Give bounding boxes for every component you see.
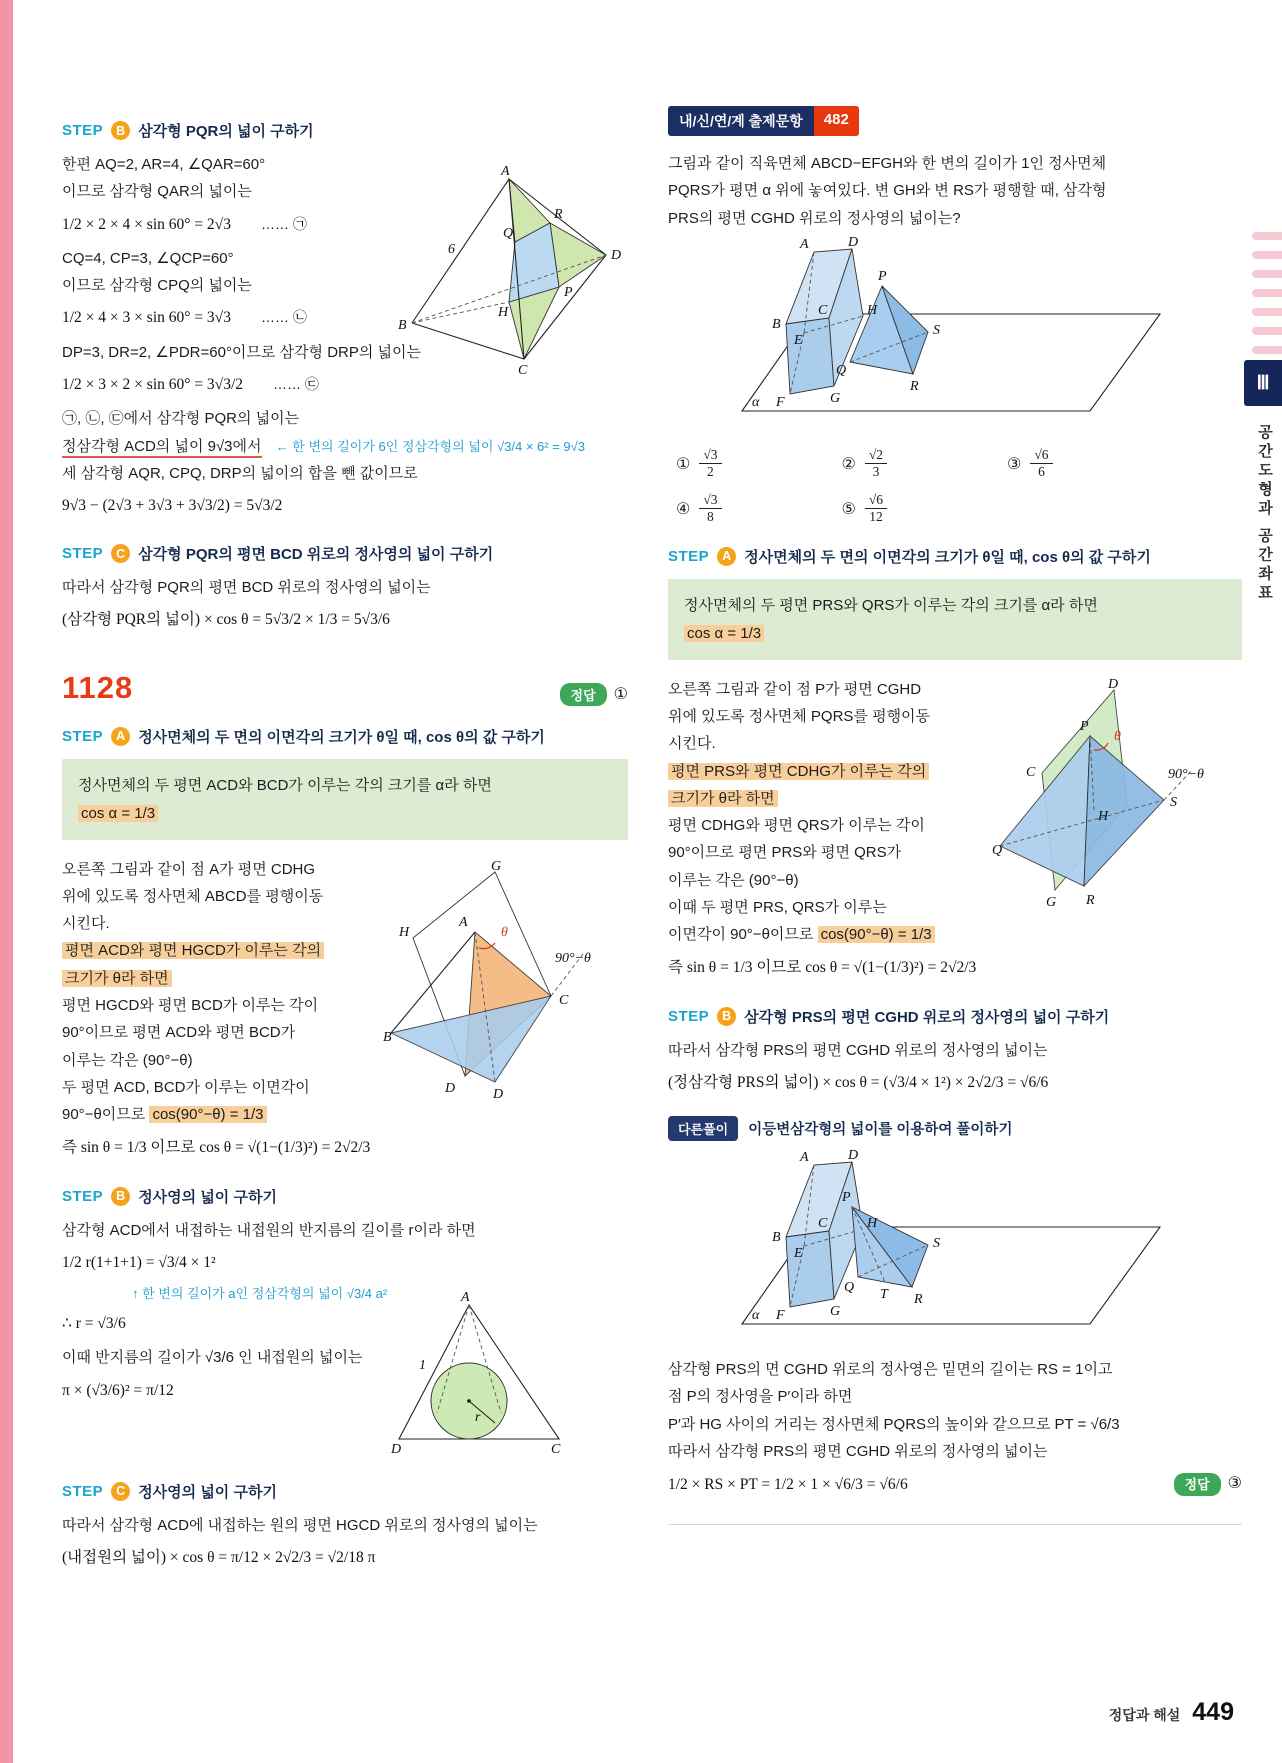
text-line: 90°이므로 평면 ACD와 평면 BCD가	[62, 1024, 296, 1042]
side-length-label: 1	[419, 1357, 426, 1373]
diagram-tetrahedron-pqr	[396, 163, 628, 383]
problem-line: PQRS가 평면 α 위에 놓여있다. 변 GH와 변 RS가 평행할 때, 삼각형	[668, 182, 1107, 200]
vertex-label-g: G	[830, 390, 841, 406]
choice-1	[676, 447, 722, 480]
right-column	[668, 106, 1242, 1525]
highlighted-formula: cos(90°−θ) = 1/3	[149, 1106, 266, 1123]
vertex-label-f: F	[776, 394, 785, 410]
diagram-cuboid-and-tetrahedron	[730, 236, 1180, 433]
vertex-label-e: E	[794, 1246, 803, 1262]
text-part: 이면각이 90°−θ이므로	[668, 926, 818, 944]
edge-index-mark	[1252, 270, 1282, 278]
left-column	[62, 100, 628, 1578]
page-number: 449	[1192, 1698, 1234, 1726]
page-edge-bar	[0, 0, 13, 1763]
text-line: 오른쪽 그림과 같이 점 A가 평면 CDHG	[62, 860, 316, 878]
vertex-label-r: R	[910, 378, 919, 394]
text-line: 따라서 삼각형 PRS의 평면 CGHD 위로의 정사영의 넓이는	[668, 1443, 1048, 1461]
fraction-denominator: 8	[707, 509, 714, 525]
step-heading-c2	[62, 1481, 628, 1502]
answer-badge: 정답	[560, 683, 607, 706]
step-badge-icon: B	[111, 1187, 130, 1206]
fraction-denominator: 3	[872, 464, 880, 480]
diagram-tetra-on-plane-abcd	[383, 858, 628, 1108]
vertex-label-b: B	[383, 1029, 392, 1045]
text-line: 점 P의 정사영을 P′이라 하면	[668, 1388, 853, 1406]
highlighted-text: 크기가 θ라 하면	[62, 970, 172, 987]
fraction-numerator: √2	[865, 447, 887, 464]
exam-number: 482	[814, 106, 859, 136]
text-line: 삼각형 ACD에서 내접하는 내접원의 반지름의 길이를 r이라 하면	[62, 1221, 476, 1239]
vertex-label-c: C	[551, 1441, 561, 1457]
formula-tag: …… ㉢	[273, 375, 319, 392]
vertex-label-d: D	[611, 248, 622, 263]
text-line: 삼각형 PRS의 면 CGHD 위로의 정사영은 밑면의 길이는 RS = 1이고	[668, 1361, 1113, 1379]
margin-annotation: ↑ 한 변의 길이가 a인 정삼각형의 넓이 √3/4 a²	[132, 1286, 388, 1302]
step-word: STEP	[62, 545, 104, 562]
section-divider	[668, 1524, 1242, 1525]
step-title: 삼각형 PQR의 평면 BCD 위로의 정사영의 넓이 구하기	[138, 546, 494, 563]
edge-length-label: 6	[448, 242, 455, 257]
shaded-faces	[509, 179, 606, 359]
text-line: 위에 있도록 정사면체 ABCD를 평행이동	[62, 887, 324, 905]
theta-label: θ	[1114, 728, 1121, 744]
formula-text: 1/2 × 2 × 4 × sin 60° = 2√3	[62, 215, 231, 233]
footer-label: 정답과 해설	[1108, 1707, 1181, 1723]
vertex-label-p: P	[1080, 718, 1089, 734]
vertex-label-d: D	[848, 235, 859, 250]
text-line: 이므로 삼각형 CPQ의 넓이는	[62, 277, 252, 295]
answer-indicator	[560, 683, 628, 706]
vertex-label-c: C	[559, 992, 569, 1008]
choice-row	[676, 447, 1242, 480]
cuboid	[786, 249, 863, 394]
text-line: 이때 반지름의 길이가 √3/6 인 내접원의 넓이는	[62, 1349, 363, 1367]
text-line: 90°이므로 평면 PRS와 평면 QRS가	[668, 844, 902, 862]
formula-text: 1/2 × 3 × 2 × sin 60° = 3√3/2	[62, 375, 243, 393]
formula: 1/2 r(1+1+1) = √3/4 × 1²	[62, 1253, 216, 1271]
underlined-key-text: 정삼각형 ACD의 넓이 9√3에서	[62, 438, 262, 458]
step-word: STEP	[668, 547, 710, 565]
choice-mark: ⑤	[841, 500, 856, 518]
text-line: 위에 있도록 정사면체 PQRS를 평행이동	[668, 707, 931, 725]
vertex-label-g: G	[491, 858, 502, 874]
fraction-denominator: 12	[869, 509, 883, 525]
vertex-label-s: S	[933, 1236, 940, 1252]
formula-text: 1/2 × RS × PT = 1/2 × 1 × √6/3 = √6/6	[668, 1475, 908, 1493]
highlighted-text: 크기가 θ라 하면	[668, 790, 778, 807]
angle-label: 90°−θ	[555, 950, 591, 966]
vertex-label-q: Q	[992, 842, 1003, 858]
step-badge-icon: A	[111, 727, 130, 746]
vertex-label-a: A	[800, 1150, 809, 1166]
edge-index-mark	[1252, 232, 1282, 240]
vertex-label-b: B	[772, 1230, 781, 1246]
vertex-label-p: P	[878, 268, 887, 284]
vertex-label-r: R	[914, 1292, 923, 1308]
fraction-numerator: √6	[1030, 447, 1052, 464]
answer-choices	[676, 447, 1242, 526]
edge-index-mark	[1252, 346, 1282, 354]
page-footer	[1109, 1698, 1234, 1727]
step-word: STEP	[62, 122, 104, 139]
point-label-q: Q	[503, 226, 514, 241]
mixed-line	[668, 921, 1242, 948]
vertex-label-h: H	[867, 1216, 878, 1232]
answer-choice: ③	[1227, 1475, 1242, 1493]
vertex-label-p: P	[842, 1190, 851, 1206]
step-badge-icon: B	[111, 121, 130, 140]
diagram-cuboid-tetra-projection	[730, 1149, 1180, 1346]
step-heading-c1	[62, 543, 628, 564]
tetrahedron	[850, 286, 928, 374]
text-line: 세 삼각형 AQR, CPQ, DRP의 넓이의 합을 뺀 값이므로	[62, 464, 418, 482]
text-line: ㉠, ㉡, ㉢에서 삼각형 PQR의 넓이는	[62, 410, 300, 428]
vertex-label-d1: D	[445, 1080, 456, 1096]
step-word: STEP	[62, 1482, 104, 1500]
section-incircle	[62, 1217, 628, 1461]
problem-line: 그림과 같이 직육면체 ABCD−EFGH와 한 변의 길이가 1인 정사면체	[668, 155, 1107, 172]
problem-number: 1128	[62, 669, 134, 705]
theta-label: θ	[501, 924, 508, 940]
linked-exam-header	[668, 106, 859, 136]
vertex-label-h: H	[399, 924, 410, 940]
text-line: P′과 HG 사이의 거리는 정사면체 PQRS의 높이와 같으므로 PT = √6/3	[668, 1415, 1120, 1433]
plane-label-alpha: α	[752, 394, 760, 410]
diagram-triangle-incircle	[391, 1289, 576, 1462]
point-label-r: R	[554, 207, 563, 222]
fraction-numerator: √3	[699, 492, 721, 509]
formula-tag: …… ㉠	[260, 215, 307, 232]
text-line: 시킨다.	[62, 915, 110, 933]
formula: ∴ r = √3/6	[62, 1315, 126, 1333]
vertex-label-q: Q	[844, 1280, 855, 1296]
step-title: 정사면체의 두 면의 이면각의 크기가 θ일 때, cos θ의 값 구하기	[744, 548, 1151, 566]
section-dihedral-angle-right	[668, 676, 1242, 986]
vertex-label-s: S	[1170, 794, 1177, 810]
exam-label: 내/신/연/계 출제문항	[668, 106, 814, 136]
point-label-t: T	[880, 1287, 888, 1303]
choice-2	[842, 447, 888, 480]
vertex-label-d2: D	[493, 1086, 504, 1102]
text-line: 두 평면 ACD, BCD가 이루는 이면각이	[62, 1078, 310, 1096]
vertex-label-s: S	[933, 322, 940, 338]
vertex-label-a: A	[459, 914, 468, 930]
text-line: 시킨다.	[668, 735, 716, 753]
highlighted-formula: cos(90°−θ) = 1/3	[818, 926, 935, 943]
formula-tag: …… ㉡	[260, 309, 307, 326]
step-title: 정사면체의 두 면의 이면각의 크기가 θ일 때, cos θ의 값 구하기	[138, 728, 545, 746]
choice-3	[1007, 447, 1053, 480]
alt-solution-title: 이등변삼각형의 넓이를 이용하여 풀이하기	[748, 1122, 1013, 1139]
vertex-label-b: B	[398, 318, 407, 333]
fraction-numerator: √6	[865, 492, 887, 509]
step-badge-icon: C	[111, 544, 130, 563]
edge-index-mark	[1252, 327, 1282, 335]
fraction-denominator: 2	[707, 464, 714, 480]
highlighted-text: 평면 ACD와 평면 HGCD가 이루는 각의	[62, 942, 324, 959]
fraction-denominator: 6	[1038, 464, 1045, 480]
text-line: 이므로 삼각형 QAR의 넓이는	[62, 183, 252, 201]
choice-mark: ②	[841, 455, 856, 473]
radius-label: r	[475, 1409, 481, 1425]
vertex-label-e: E	[794, 332, 803, 348]
key-concept-box	[62, 759, 628, 840]
vertex-label-f: F	[776, 1308, 785, 1324]
point-label-h: H	[498, 305, 509, 320]
text-part: 90°−θ이므로	[62, 1106, 150, 1124]
key-concept-box	[668, 579, 1242, 660]
step-heading-a-right	[668, 546, 1242, 567]
vertex-label-d: D	[848, 1149, 859, 1164]
text-line: 한편 AQ=2, AR=4, ∠QAR=60°	[62, 156, 266, 173]
choice-mark: ①	[676, 455, 691, 473]
step-badge-icon: A	[717, 547, 736, 566]
vertex-label-c: C	[818, 1216, 828, 1232]
tetrahedron	[852, 1207, 928, 1287]
concept-result	[78, 800, 612, 829]
text-line: 이루는 각은 (90°−θ)	[668, 871, 799, 889]
diagram-tetra-on-plane-pqrs	[992, 678, 1242, 918]
fraction-numerator: √3	[699, 447, 721, 464]
choice-mark: ③	[1007, 455, 1022, 473]
vertex-label-a: A	[501, 164, 510, 179]
concept-line: 정사면체의 두 평면 ACD와 BCD가 이루는 각의 크기를 α라 하면	[78, 776, 492, 794]
point-label-h: H	[1098, 808, 1109, 824]
text-line: 이루는 각은 (90°−θ)	[62, 1051, 193, 1069]
formula: 즉 sin θ = 1/3 이므로 cos θ = √(1−(1/3)²) = 2√2/3	[62, 1138, 371, 1156]
step-word: STEP	[62, 727, 104, 745]
key-line	[62, 433, 628, 460]
formula: 9√3 − (2√3 + 3√3 + 3√3/2) = 5√3/2	[62, 497, 283, 515]
text-line: 따라서 삼각형 PRS의 평면 CGHD 위로의 정사영의 넓이는	[668, 1041, 1048, 1059]
step-heading-a2	[62, 726, 628, 747]
vertex-label-c: C	[518, 363, 528, 378]
formula: (삼각형 PQR의 넓이) × cos θ = 5√3/2 × 1/3 = 5√3/6	[62, 611, 390, 629]
margin-annotation: ← 한 변의 길이가 6인 정삼각형의 넓이 √3/4 × 6² = 9√3	[275, 438, 586, 454]
step-heading-b1	[62, 120, 628, 141]
step-heading-b2	[62, 1186, 628, 1207]
step-word: STEP	[668, 1007, 710, 1025]
text-line: 평면 CDHG와 평면 QRS가 이루는 각이	[668, 817, 925, 835]
step-title: 정사영의 넓이 구하기	[138, 1188, 277, 1206]
answer-badge: 정답	[1174, 1473, 1221, 1497]
text-line: DP=3, DR=2, ∠PDR=60°이므로 삼각형 DRP의 넓이는	[62, 343, 422, 361]
vertex-label-a: A	[461, 1289, 470, 1305]
tetrahedron	[1000, 736, 1192, 886]
chapter-number-tab: Ⅲ	[1244, 360, 1282, 406]
vertex-label-a: A	[800, 236, 809, 252]
answer-indicator	[1174, 1472, 1242, 1496]
edge-index-mark	[1252, 308, 1282, 316]
chapter-title-vertical: 공간도형과 공간좌표	[1256, 424, 1273, 604]
formula-text: 1/2 × 4 × 3 × sin 60° = 3√3	[62, 309, 231, 327]
vertex-label-h: H	[867, 302, 878, 318]
formula: (정삼각형 PRS의 넓이) × cos θ = (√3/4 × 1²) × 2√2/3 = √6/6	[668, 1073, 1049, 1091]
formula: π × (√3/6)² = π/12	[62, 1381, 174, 1399]
section-triangle-pqr-area	[62, 151, 628, 523]
text-line: 따라서 삼각형 PQR의 평면 BCD 위로의 정사영의 넓이는	[62, 579, 431, 596]
text-line: 따라서 삼각형 ACD에 내접하는 원의 평면 HGCD 위로의 정사영의 넓이는	[62, 1516, 538, 1534]
final-formula-row	[668, 1472, 1242, 1496]
angle-label: 90°−θ	[1168, 766, 1204, 782]
vertex-label-g: G	[830, 1304, 841, 1320]
choice-row	[676, 492, 1242, 525]
vertex-label-d: D	[1108, 677, 1119, 692]
concept-line: 정사면체의 두 평면 PRS와 QRS가 이루는 각의 크기를 α라 하면	[684, 596, 1098, 614]
text-line: 평면 HGCD와 평면 BCD가 이루는 각이	[62, 997, 319, 1015]
vertex-label-d: D	[391, 1441, 402, 1457]
step-title: 삼각형 PQR의 넓이 구하기	[138, 123, 314, 140]
vertex-label-c: C	[1026, 764, 1036, 780]
choice-mark: ④	[676, 500, 691, 518]
formula: 즉 sin θ = 1/3 이므로 cos θ = √(1−(1/3)²) = 2√2/3	[668, 958, 977, 976]
choice-5	[842, 492, 888, 525]
formula: (내접원의 넓이) × cos θ = π/12 × 2√2/3 = √2/18 π	[62, 1548, 376, 1566]
alternative-solution-header	[668, 1116, 1242, 1141]
point-label-p: P	[564, 285, 573, 300]
vertex-label-g: G	[1046, 894, 1057, 910]
text-line: 이때 두 평면 PRS, QRS가 이루는	[668, 899, 887, 917]
step-badge-icon: B	[717, 1007, 736, 1026]
vertex-label-r: R	[1086, 892, 1095, 908]
choice-4	[676, 492, 722, 525]
highlighted-formula: cos α = 1/3	[684, 625, 764, 642]
edge-index-mark	[1252, 289, 1282, 297]
vertex-label-q: Q	[836, 362, 847, 378]
concept-result	[684, 620, 1226, 649]
step-heading-b-right	[668, 1006, 1242, 1027]
plane-label-alpha: α	[752, 1308, 760, 1324]
problem-number-row	[62, 670, 628, 706]
highlighted-formula: cos α = 1/3	[78, 805, 158, 822]
step-badge-icon: C	[111, 1482, 130, 1501]
alt-solution-badge: 다른풀이	[668, 1116, 738, 1141]
step-title: 정사영의 넓이 구하기	[138, 1483, 277, 1501]
section-dihedral-angle	[62, 856, 628, 1166]
edge-index-mark	[1252, 251, 1282, 259]
vertex-label-c: C	[818, 302, 828, 318]
problem-line: PRS의 평면 CGHD 위로의 정사영의 넓이는?	[668, 209, 961, 227]
highlighted-text: 평면 PRS와 평면 CDHG가 이루는 각의	[668, 763, 929, 780]
vertex-label-b: B	[772, 316, 781, 332]
answer-choice: ①	[613, 686, 628, 704]
text-line: CQ=4, CP=3, ∠QCP=60°	[62, 249, 234, 267]
text-line: 오른쪽 그림과 같이 점 P가 평면 CGHD	[668, 680, 922, 698]
step-title: 삼각형 PRS의 평면 CGHD 위로의 정사영의 넓이 구하기	[744, 1008, 1110, 1026]
step-word: STEP	[62, 1187, 104, 1205]
